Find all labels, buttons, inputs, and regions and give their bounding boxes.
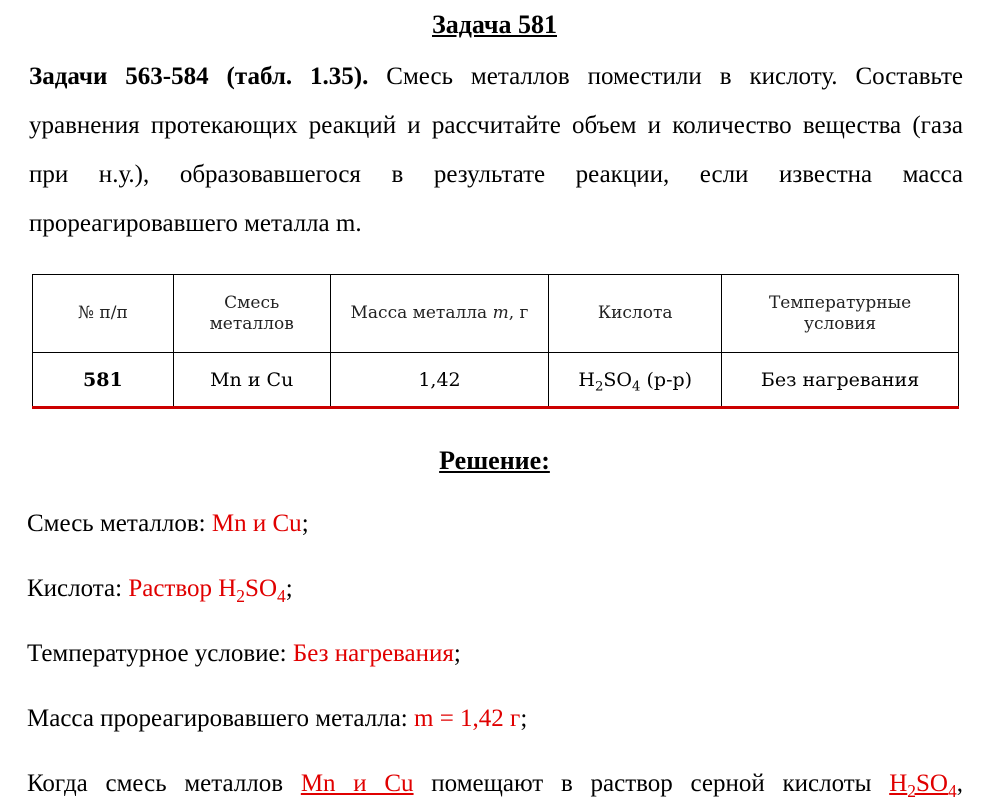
last-acid-so: SO (916, 770, 948, 797)
last-acid-sub1: 2 (907, 781, 917, 801)
cell-mixture: Mn и Cu (173, 353, 330, 408)
last-line-acid (889, 770, 957, 801)
mass-label: Масса прореагировавшего металла: (27, 705, 414, 732)
header-temp (722, 275, 959, 353)
task-range-label: Задачи 563-584 (табл. 1.35). (29, 63, 369, 90)
header-mass-text: Масса металла (350, 303, 493, 323)
parameters-table (32, 274, 959, 409)
mass-line: Масса прореагировавшего металла: m = 1,42 г; (27, 705, 528, 732)
cell-temp: Без нагревания (722, 353, 959, 408)
acid-so: SO (603, 368, 632, 391)
acid-value-a: Раствор H (128, 575, 237, 602)
last-line-end: , (956, 770, 963, 797)
temp-value: Без нагревания (292, 640, 454, 667)
acid-sub1: 2 (594, 379, 604, 395)
table-row (33, 353, 959, 408)
acid-value-b: SO (245, 575, 278, 602)
header-acid: Кислота (549, 275, 722, 353)
acid-label: Кислота: (27, 575, 129, 602)
mixture-label: Смесь металлов: (27, 510, 212, 537)
header-mass-var: m (492, 303, 509, 323)
acid-sub2: 4 (632, 379, 641, 395)
last-line (27, 770, 963, 801)
mixture-line: Смесь металлов: Mn и Cu; (27, 510, 309, 537)
acid-line: Кислота: Раствор $H_2SO_4$; (27, 575, 293, 607)
mixture-value: Mn и Cu (211, 510, 302, 537)
last-line-a: Когда смесь металлов (27, 770, 301, 797)
header-temp-text: Температурные условия (768, 292, 912, 334)
cell-acid (549, 353, 722, 408)
acid-value-sub1: 2 (236, 586, 246, 607)
header-mass (330, 275, 549, 353)
mass-value: m = 1,42 г (414, 705, 521, 732)
task-statement (29, 52, 963, 248)
acid-value-sub2: 4 (277, 586, 286, 607)
cell-mass: 1,42 (330, 353, 549, 408)
last-line-metals: Mn и Cu (300, 770, 414, 797)
table-header-row (33, 275, 959, 353)
task-title: Задача 581 (432, 10, 557, 39)
acid-h: H (578, 368, 595, 391)
last-line-b: помещают в раствор серной кислоты (413, 770, 890, 797)
last-acid-h: H (889, 770, 908, 797)
header-num: № п/п (33, 275, 174, 353)
task-text: Смесь металлов поместили в кислоту. Составьте уравнения протекающих реакций и рассчитайте объем и количество вещества (газа при н.у.), образовавшегося в результате реакции, если известна масса прореагировавшего металла m. (29, 63, 963, 237)
cell-num: 581 (33, 353, 174, 408)
solution-title: Решение: (439, 446, 550, 475)
temp-line: Температурное условие: Без нагревания; (27, 640, 461, 667)
header-mass-unit: , г (508, 303, 529, 323)
temp-label: Температурное условие: (27, 640, 293, 667)
header-mixture (173, 275, 330, 353)
last-acid-sub2: 4 (947, 781, 957, 801)
header-mixture-text: Смесь металлов (209, 292, 294, 334)
acid-solution: (р-р) (640, 368, 693, 391)
